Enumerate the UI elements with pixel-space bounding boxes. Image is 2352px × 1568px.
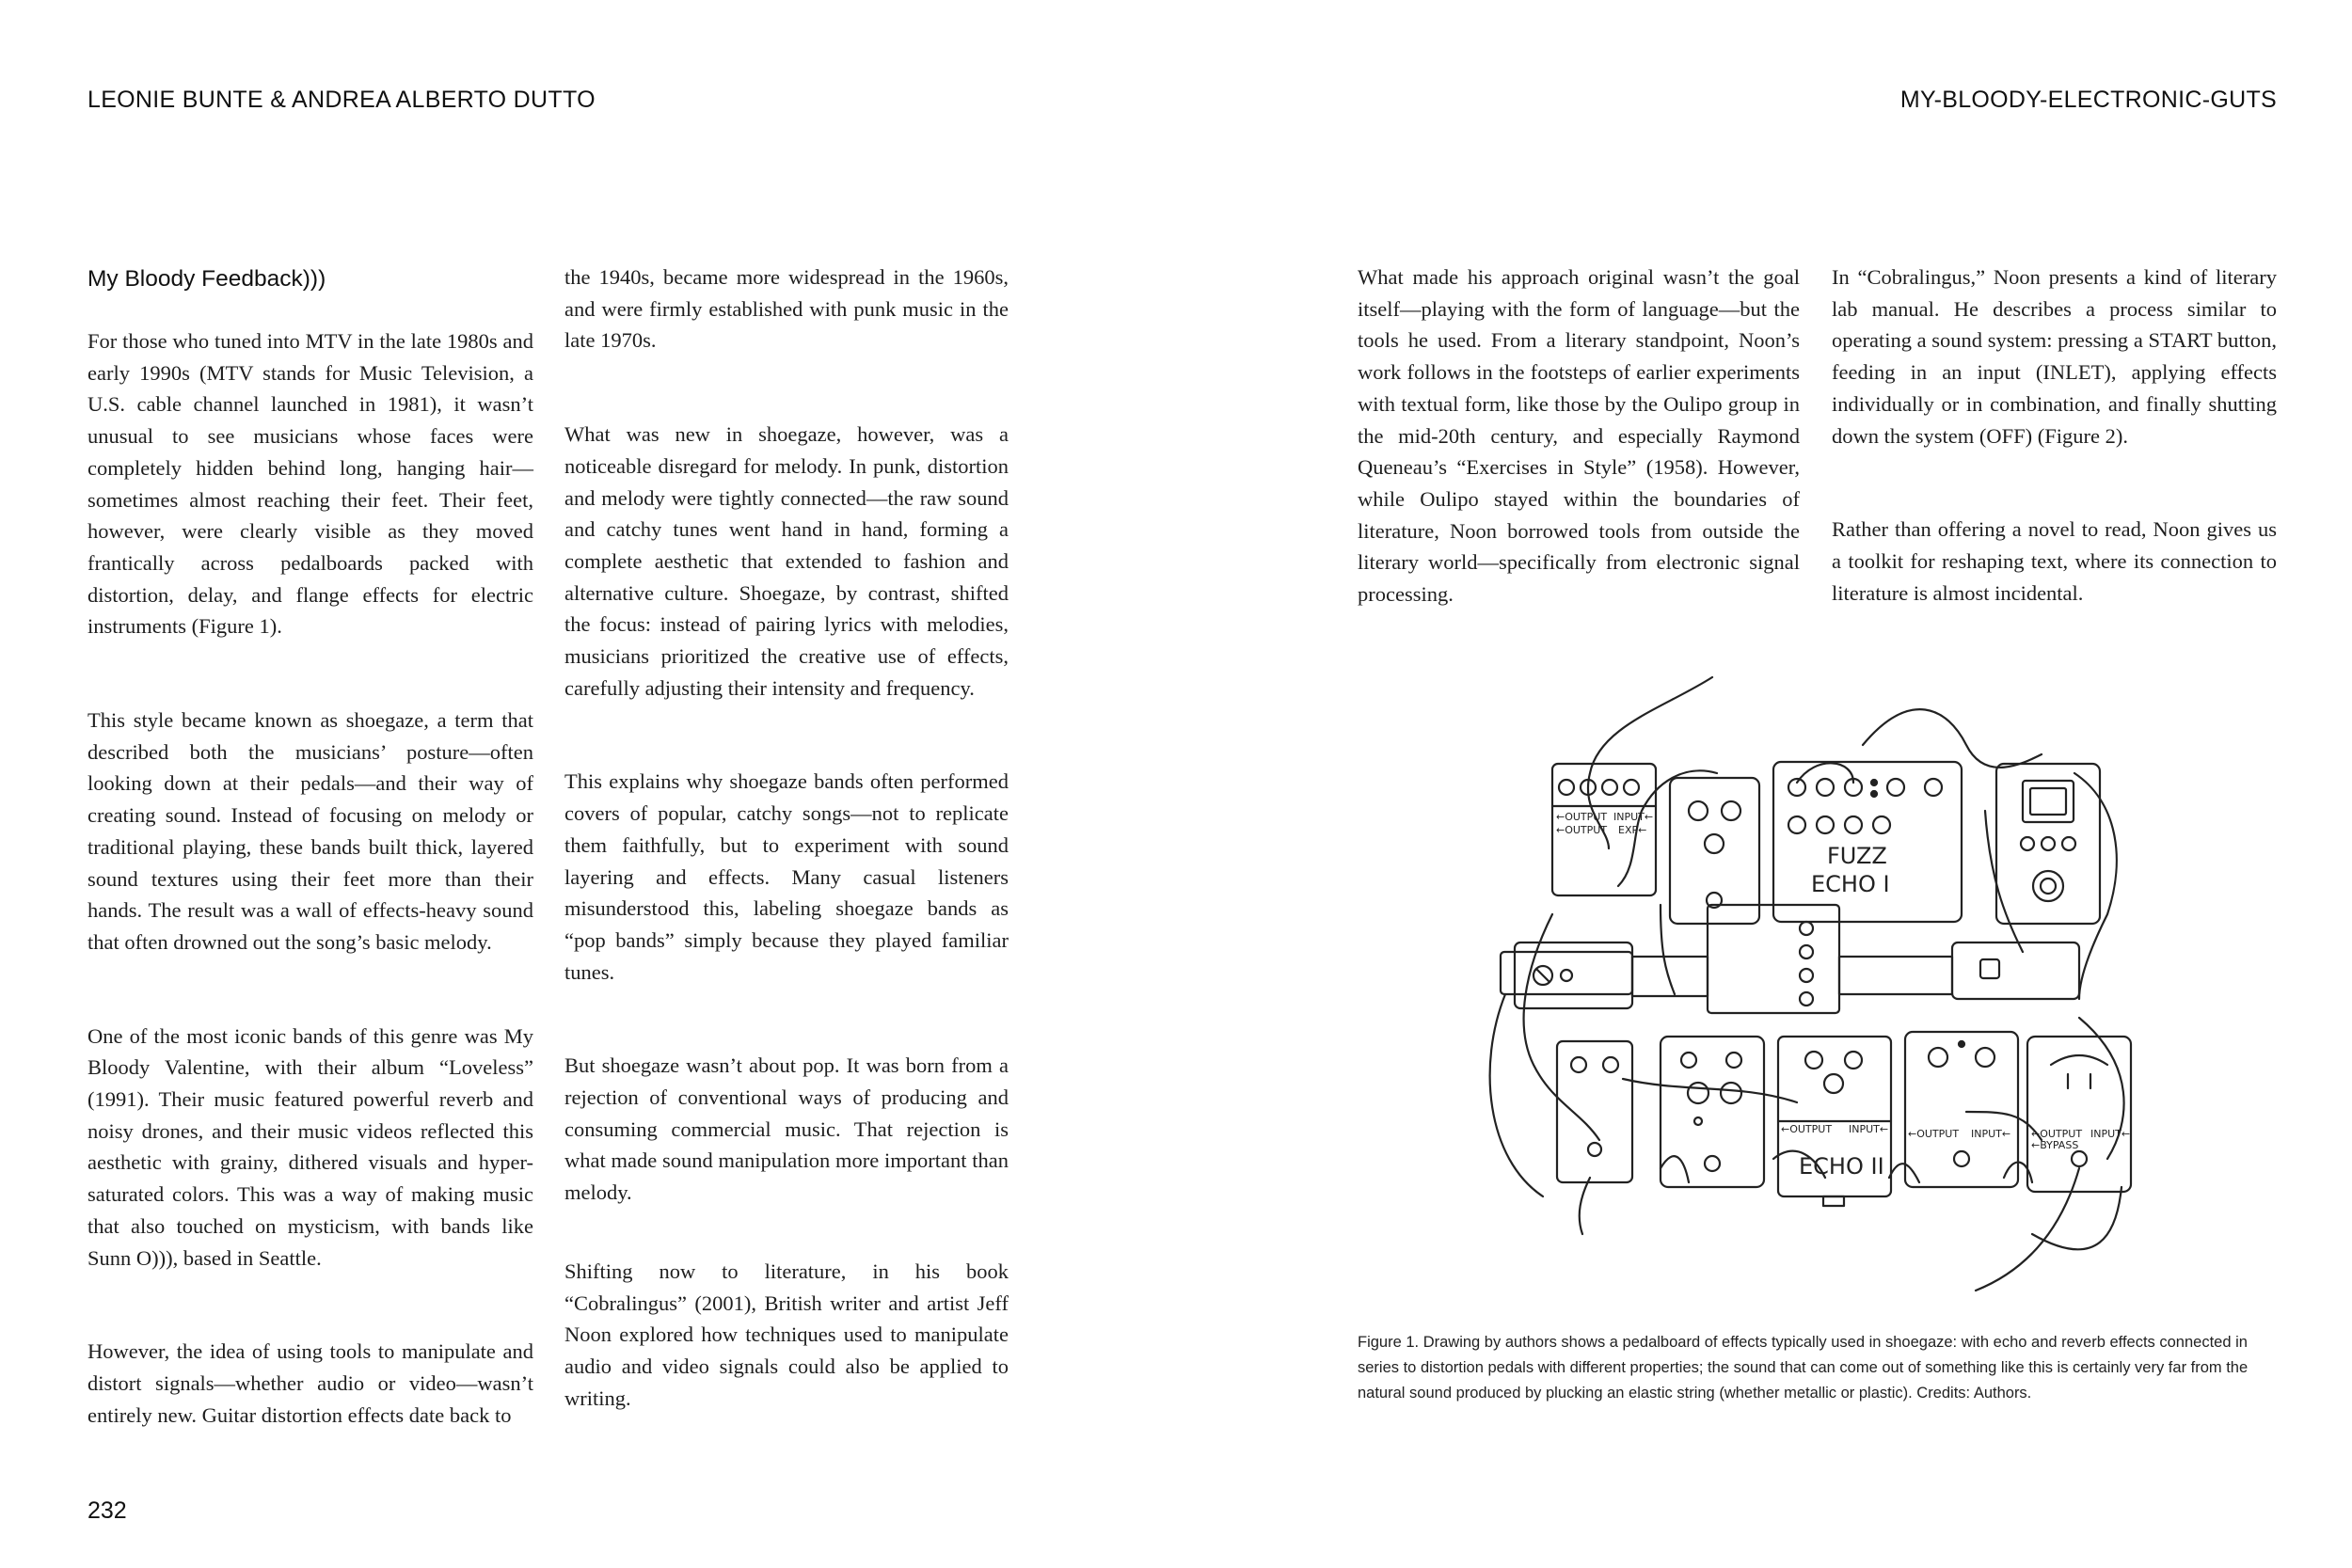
paragraph: the 1940s, became more widespread in the 1960s, and were firmly established with punk music in the late 1970s. [564,265,1009,353]
paragraph: This explains why shoegaze bands often performed covers of popular, catchy songs—not to replicate them faithfully, but to experiment with sound layering and effects. Many casual listeners misunderstood this, labeling shoegaze bands as “pop bands” simply because they played familiar tunes. [564,769,1009,984]
label-bypass: ←BYPASS [2031,1139,2079,1151]
paragraph: One of the most iconic bands of this genre was My Bloody Valentine, with their album “Loveless” (1991). Their music featured powerful reverb and noisy drones, and their music videos reflected this aesthetic with grainy, dithered visuals and hyper-saturated colors. This was a way of making music that also touched on mysticism, with bands like Sunn O))), based in Seattle. [87,1023,533,1270]
paragraph: For those who tuned into MTV in the late 1980s and early 1990s (MTV stands for Music Television, a U.S. cable channel launched in 1981), it wasn’t unusual to see musicians whose faces were completely hidden behind long, hanging hair—sometimes almost reaching their feet. Their feet, however, were clearly visible as they moved frantically across pedalboards packed with distortion, delay, and flange effects for electric instruments (Figure 1). [87,329,533,639]
label-output: ←OUTPUT [1781,1123,1833,1135]
paragraph: What made his approach original wasn’t the goal itself—playing with the form of language—but the tools he used. From a literary standpoint, Noon’s work follows in the footsteps of earlier experiments with textual form, like those by the Oulipo group in the mid-20th century, and especially Raymond Queneau’s “Exercises in Style” (1958). However, while Oulipo stayed within the boundaries of literature, Noon borrowed tools from outside the literary world—specifically from electronic signal processing. [1358,265,1800,607]
section-heading: My Bloody Feedback))) [87,266,326,292]
paragraph: In “Cobralingus,” Noon presents a kind of literary lab manual. He describes a process similar to operating a sound system: pressing a START button, feeding in an input (INLET), applying effects individually or in combination, and finally shutting down the system (OFF) (Figure 2). [1832,265,2277,448]
label-output: ←OUTPUT [2031,1128,2083,1140]
pedal-two-knob [1670,778,1759,924]
pedal-tuner [1996,764,2100,924]
pedalboard-drawing [1458,670,2136,1300]
text-column-3 [1358,261,1800,610]
running-head-authors: LEONIE BUNTE & ANDREA ALBERTO DUTTO [87,87,596,113]
label-output: ←OUTPUT [1908,1128,1960,1140]
text-column-4 [1832,261,2277,609]
pedal-bottom-2 [1661,1037,1764,1187]
right-page [1176,0,2352,1568]
label-output: ←OUTPUT [1556,824,1608,836]
pedal-bottom-4 [1905,1032,2018,1187]
paragraph: This style became known as shoegaze, a term that described both the musicians’ posture—often looking down at their pedals—and their way of creating sound. Instead of focusing on melody or traditional playing, these bands built thick, layered sound textures using their feet more than their hands. The result was a wall of effects-heavy sound that often drowned out the song’s basic melody. [87,708,533,954]
running-head-title: MY-BLOODY-ELECTRONIC-GUTS [1899,87,2277,113]
pedal-bottom-1 [1557,1041,1632,1182]
label-input: INPUT← [2090,1128,2131,1140]
paragraph: What was new in shoegaze, however, was a noticeable disregard for melody. In punk, distortion and melody were tightly connected—the raw sound and catchy tunes went hand in hand, forming a complete aesthetic that extended to fashion and alternative culture. Shoegaze, by contrast, shifted the focus: instead of pairing lyrics with melodies, musicians prioritized the creative use of effects, carefully adjusting their intensity and frequency. [564,422,1009,700]
paragraph: Rather than offering a novel to read, Noon gives us a toolkit for reshaping text, where its connection to literature is almost incidental. [1832,517,2277,605]
label-exp: EXP← [1618,824,1647,836]
page-number: 232 [87,1497,127,1524]
paragraph: Shifting now to literature, in his book “Cobralingus” (2001), British writer and artist Jeff Noon explored how techniques used to manipulate audio and video signals could also be applied to writing. [564,1259,1009,1410]
label-input: INPUT← [1849,1123,1889,1135]
paragraph: However, the idea of using tools to manipulate and distort signals—whether audio or video—wasn’t entirely new. Guitar distortion effects date back to [87,1339,533,1427]
text-column-1 [87,261,533,1431]
figure-caption: Figure 1. Drawing by authors shows a pedalboard of effects typically used in shoegaze: with echo and reverb effects connected in series to distortion pedals with different properties; the sound that can come out of something like this is certainly very far from the natural sound produced by plucking an elastic string (whether metallic or plastic). Credits: Authors. [1358,1334,2249,1402]
cable-lines [1490,677,2124,1291]
label-input: INPUT← [1971,1128,2011,1140]
label-fuzz: FUZZ [1827,843,1887,869]
text-column-2 [564,261,1009,1414]
paragraph: But shoegaze wasn’t about pop. It was born from a rejection of conventional ways of producing and consuming commercial music. That rejection is what made sound manipulation more important than melody. [564,1053,1009,1205]
label-echo-1: ECHO I [1811,871,1890,897]
label-output: ←OUTPUT [1556,811,1608,823]
pedal-echo-2 [1778,1037,1891,1206]
label-echo-2: ECHO II [1799,1153,1884,1180]
pedal-fuzz-echo [1773,762,1962,922]
label-input: INPUT← [1613,811,1654,823]
